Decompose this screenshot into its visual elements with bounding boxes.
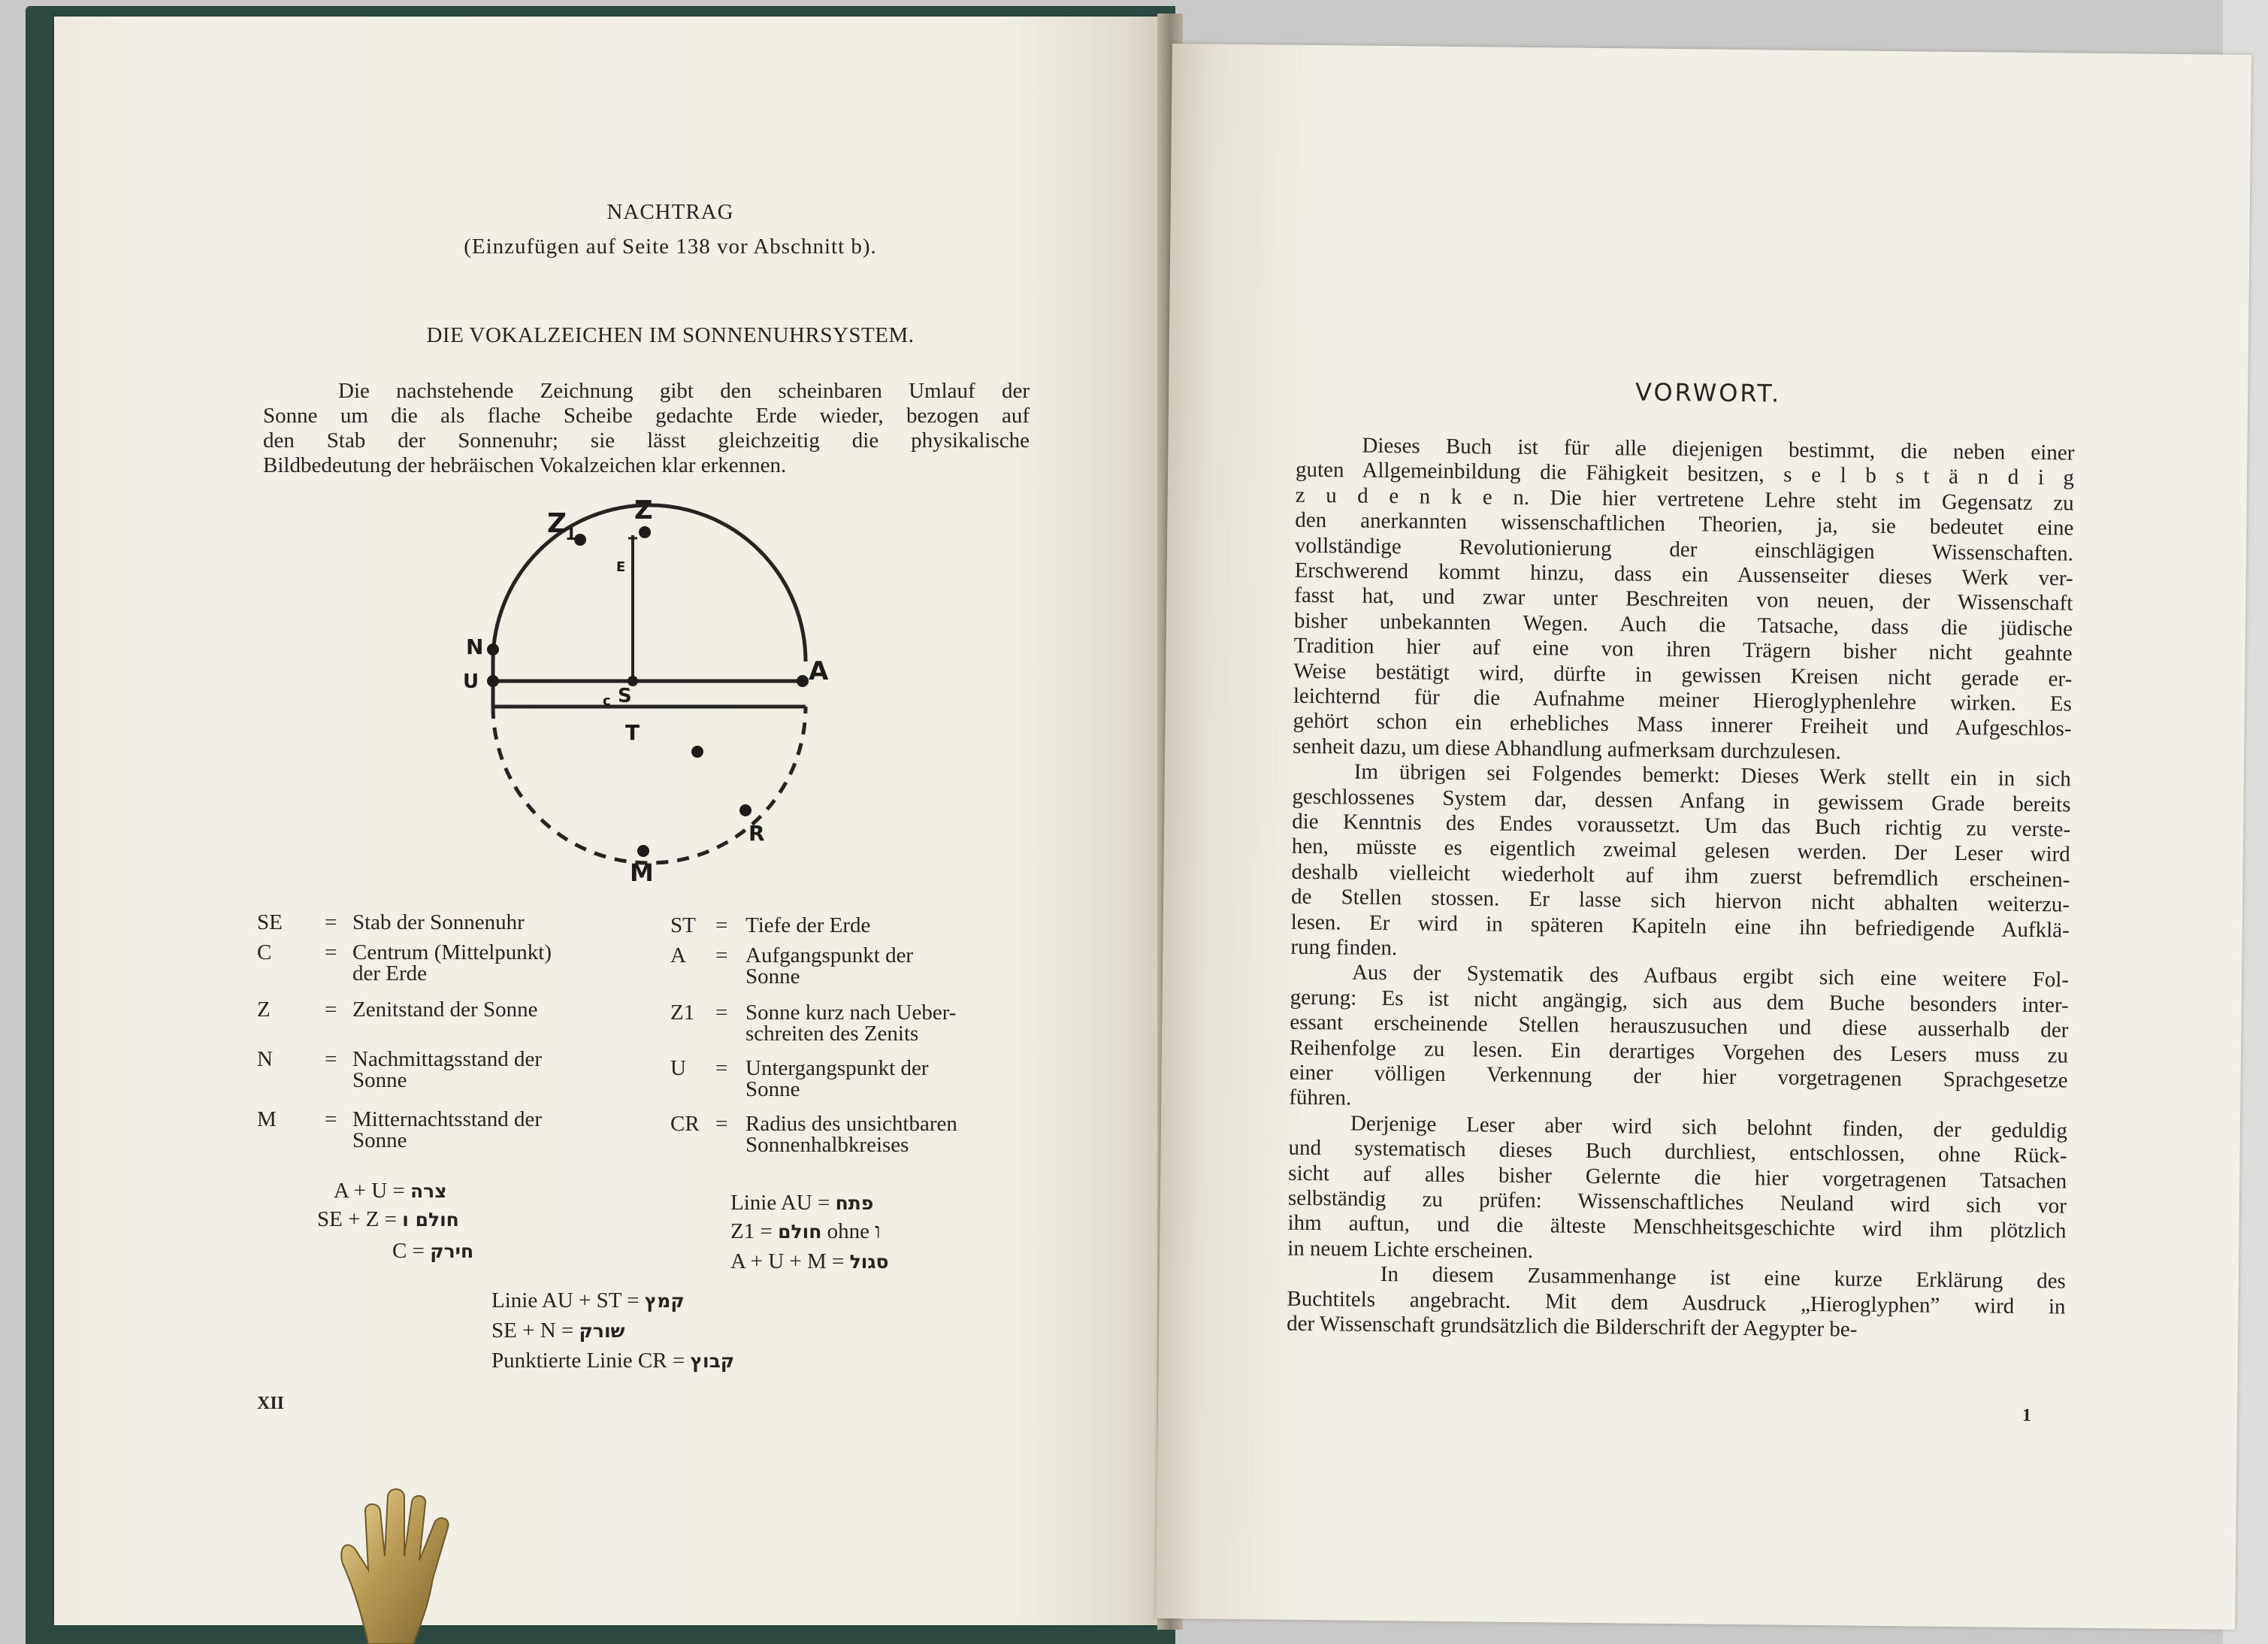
intro-line: Bildbedeutung der hebräischen Vokalzeichen klar erkennen. <box>263 453 787 477</box>
legend-equals: = <box>715 1112 728 1136</box>
legend-equals: = <box>715 943 728 967</box>
legend-abbr: Z1 <box>670 1001 695 1025</box>
formula-hebrew: פתח <box>835 1192 874 1214</box>
vorwort-line: gehört schon ein erhebliches Mass innerer Freiheit und Aufgeschlos- <box>1293 708 2072 741</box>
legend-abbr: ST <box>670 913 696 937</box>
formula-expr: Linie AU + ST = <box>491 1288 640 1312</box>
legend-desc: Centrum (Mittelpunkt) <box>352 940 552 964</box>
label-a: A <box>809 656 829 686</box>
point-a <box>797 675 809 687</box>
legend-desc: Zenitstand der Sonne <box>352 998 538 1022</box>
label-s: S <box>618 685 632 707</box>
intro-line: Sonne um die als flache Scheibe gedachte Erde wieder, bezogen auf <box>263 404 1030 428</box>
legend-abbr: C <box>257 940 272 964</box>
point-center-c <box>691 746 703 758</box>
vorwort-line: ihm auftun, und die älteste Menschheitsgeschichte wird ihm plötzlich <box>1287 1210 2067 1243</box>
vorwort-line: lesen. Er wird in späteren Kapiteln eine ihn befriedigende Aufklä- <box>1290 910 2070 943</box>
legend-abbr: CR <box>670 1112 700 1136</box>
formula-expr: Z1 = <box>730 1219 773 1243</box>
point-n <box>487 643 499 655</box>
point-m <box>637 845 649 857</box>
nachtrag-subheading: (Einzufügen auf Seite 138 vor Abschnitt b). <box>464 235 877 259</box>
formula-hebrew: חולם ו <box>402 1209 459 1231</box>
legend-desc: Sonne kurz nach Ueber- <box>745 1001 957 1025</box>
legend-equals: = <box>325 910 337 934</box>
vorwort-line: Aus der Systematik des Aufbaus ergibt sich eine weitere Fol- <box>1351 960 2070 992</box>
formula-row <box>730 1219 881 1244</box>
vorwort-line: Im übrigen sei Folgendes bemerkt: Dieses Werk stellt ein in sich <box>1353 759 2071 792</box>
label-u: U <box>463 671 479 693</box>
formula-expr: A + U = <box>334 1179 405 1203</box>
vorwort-line: Dieses Buch ist für alle diejenigen bestimmt, die neben einer <box>1362 433 2075 465</box>
label-n: N <box>466 634 484 659</box>
brass-hand-bookmark <box>316 1473 481 1644</box>
formula-row <box>491 1288 685 1313</box>
vorwort-line: in neuem Lichte erscheinen. <box>1287 1236 1534 1264</box>
formula-hebrew: חולם <box>778 1221 822 1243</box>
formula-hebrew: סגול <box>849 1251 889 1273</box>
vorwort-line: essant erscheinende Stellen herauszusuchen und diese ausserhalb der <box>1290 1010 2069 1043</box>
legend-abbr: M <box>257 1107 277 1131</box>
right-page <box>1156 44 2251 1630</box>
section-title: DIE VOKALZEICHEN IM SONNENUHRSYSTEM. <box>426 323 915 347</box>
formula-suffix: ohne ו <box>827 1219 881 1243</box>
vorwort-line: deshalb vielleicht wiederholt auf ihm zuerst befremdlich erscheinen- <box>1291 859 2070 892</box>
vorwort-line: die Kenntnis des Endes voraussetzt. Um das Buch richtig zu verste- <box>1292 809 2071 842</box>
vorwort-line: bisher unbekannten Wegen. Auch die Tatsache, dass die jüdische <box>1293 608 2073 641</box>
legend-abbr: SE <box>257 910 283 934</box>
vorwort-line: geschlossenes System dar, dessen Anfang in gewissem Grade bereits <box>1292 784 2071 817</box>
vorwort-line: sicht auf alles bisher Gelernte die hier vorgetragenen Tatsachen <box>1288 1161 2067 1194</box>
vorwort-line: Erschwerend kommt hinzu, dass ein Aussenseiter dieses Werk ver- <box>1294 558 2073 591</box>
formula-hebrew: חירק <box>430 1240 474 1262</box>
vorwort-line: Weise bestätigt wird, dürfte in gewissen Kreisen nicht gerade er- <box>1293 659 2073 692</box>
legend-desc: Stab der Sonnenuhr <box>352 910 525 934</box>
vorwort-line: Tradition hier auf eine von ihren Trägern bisher nicht geahnte <box>1293 633 2073 666</box>
label-r: R <box>748 821 765 846</box>
point-r <box>739 804 751 816</box>
legend-desc: Untergangspunkt der <box>745 1056 929 1080</box>
legend-equals: = <box>325 1107 337 1131</box>
formula-expr: C = <box>392 1239 425 1263</box>
vorwort-line: fasst hat, und zwar unter Beschreiten von neuen, der Wissenschaft <box>1294 583 2073 616</box>
formula-hebrew: צרה <box>410 1180 447 1202</box>
formula-row <box>491 1349 734 1373</box>
formula-expr: Punktierte Linie CR = <box>491 1349 685 1373</box>
vorwort-line: senheit dazu, um diese Abhandlung aufmerksam durchzulesen. <box>1293 734 1841 764</box>
formula-row <box>730 1249 889 1274</box>
formula-hebrew: קבוץ <box>690 1350 735 1372</box>
formula-row <box>334 1179 447 1203</box>
page-number-right: 1 <box>2022 1405 2032 1426</box>
vorwort-line: selbständig zu prüfen: Wissenschaftliches Neuland wird sich vor <box>1287 1185 2067 1219</box>
vorwort-line: und systematisch dieses Buch durchliest, entschlossen, ohne Rück- <box>1288 1135 2067 1168</box>
legend-desc: der Erde <box>352 961 428 985</box>
legend-equals: = <box>325 1047 337 1071</box>
label-z1-sub: 1 <box>565 525 577 544</box>
legend-equals: = <box>715 1056 728 1080</box>
label-e: E <box>616 559 626 575</box>
vorwort-line: der Wissenschaft grundsätzlich die Bilderschrift der Aegypter be- <box>1287 1311 1858 1342</box>
sundial-diagram <box>54 17 1166 1625</box>
legend-desc: Sonne <box>352 1068 407 1092</box>
vorwort-line: de Stellen stossen. Er lasse sich hiervon nicht abhalten weiterzu- <box>1290 884 2070 917</box>
label-t: T <box>625 720 640 745</box>
vorwort-line: Derjenige Leser aber wird sich belohnt finden, der geduldig <box>1350 1111 2068 1143</box>
vorwort-line: z u d e n k e n. Die hier vertretene Lehre steht im Gegensatz zu <box>1295 483 2074 516</box>
legend-desc: Nachmittagsstand der <box>352 1047 543 1071</box>
vorwort-line: hen, müsste es eigentlich zweimal gelesen werden. Der Leser wird <box>1291 834 2070 867</box>
label-z: Z <box>634 495 653 525</box>
formula-hebrew: קמץ <box>644 1290 685 1312</box>
legend-abbr: Z <box>257 998 271 1022</box>
legend-desc: Sonne <box>745 1077 800 1101</box>
vorwort-line: führen. <box>1289 1085 1352 1110</box>
legend-equals: = <box>325 998 337 1022</box>
formula-expr: Linie AU = <box>730 1191 830 1215</box>
formula-expr: A + U + M = <box>730 1249 845 1273</box>
legend-desc: Tiefe der Erde <box>745 913 871 937</box>
legend-equals: = <box>325 940 337 964</box>
legend-abbr: N <box>257 1047 273 1071</box>
legend-equals: = <box>715 1001 728 1025</box>
label-z1: Z <box>547 508 567 539</box>
legend-desc: schreiten des Zenits <box>745 1022 919 1046</box>
formula-row <box>491 1319 625 1343</box>
formula-row <box>392 1239 473 1264</box>
formula-row <box>317 1207 459 1232</box>
intro-line: Die nachstehende Zeichnung gibt den scheinbaren Umlauf der <box>338 379 1030 403</box>
vorwort-line: den anerkannten wissenschaftlichen Theorien, ja, sie bedeutet eine <box>1295 507 2074 540</box>
legend-desc: Radius des unsichtbaren <box>745 1112 957 1136</box>
vorwort-line: gerung: Es ist nicht angängig, sich aus dem Buche besonders inter- <box>1290 985 2069 1018</box>
intro-line: den Stab der Sonnenuhr; sie lässt gleichzeitig die physikalische <box>263 428 1030 453</box>
vorwort-line: rung finden. <box>1290 934 1398 961</box>
legend-abbr: A <box>670 943 686 967</box>
nachtrag-heading: NACHTRAG <box>606 200 734 224</box>
vorwort-line: Buchtitels angebracht. Mit dem Ausdruck „Hieroglyphen” wird in <box>1287 1286 2066 1319</box>
page-number-left: XII <box>257 1394 285 1413</box>
vorwort-line: einer völligen Verkennung der hier vorgetragenen Sprachgesetze <box>1289 1060 2068 1093</box>
formula-hebrew: שורק <box>579 1320 625 1342</box>
formula-expr: SE + N = <box>491 1319 574 1343</box>
label-c: c <box>603 693 611 709</box>
legend-desc: Sonnenhalbkreises <box>745 1133 909 1157</box>
vorwort-line: Reihenfolge zu lesen. Ein derartiges Vorgehen des Lesers muss zu <box>1289 1035 2069 1068</box>
vorwort-line: In diesem Zusammenhange ist eine kurze Erklärung des <box>1380 1261 2066 1294</box>
label-m: M <box>630 858 654 887</box>
legend-equals: = <box>715 913 728 937</box>
legend-desc: Sonne <box>352 1128 407 1152</box>
vorwort-line: leichternd für die Aufnahme meiner Hieroglyphenlehre wirken. Es <box>1293 683 2073 716</box>
vorwort-heading: VORWORT. <box>1634 377 1782 408</box>
vorwort-line: vollständige Revolutionierung der einschlägigen Wissenschaften. <box>1294 533 2074 566</box>
legend-desc: Mitternachtsstand der <box>352 1107 543 1131</box>
vorwort-line: guten Allgemeinbildung die Fähigkeit besitzen, s e l b s t ä n d i g <box>1295 457 2075 490</box>
formula-expr: SE + Z = <box>317 1207 398 1231</box>
left-page <box>54 17 1166 1625</box>
point-u <box>487 675 499 687</box>
legend-desc: Aufgangspunkt der <box>745 943 914 967</box>
legend-desc: Sonne <box>745 964 800 989</box>
point-z <box>639 526 651 538</box>
legend-abbr: U <box>670 1056 686 1080</box>
formula-row <box>730 1191 873 1216</box>
